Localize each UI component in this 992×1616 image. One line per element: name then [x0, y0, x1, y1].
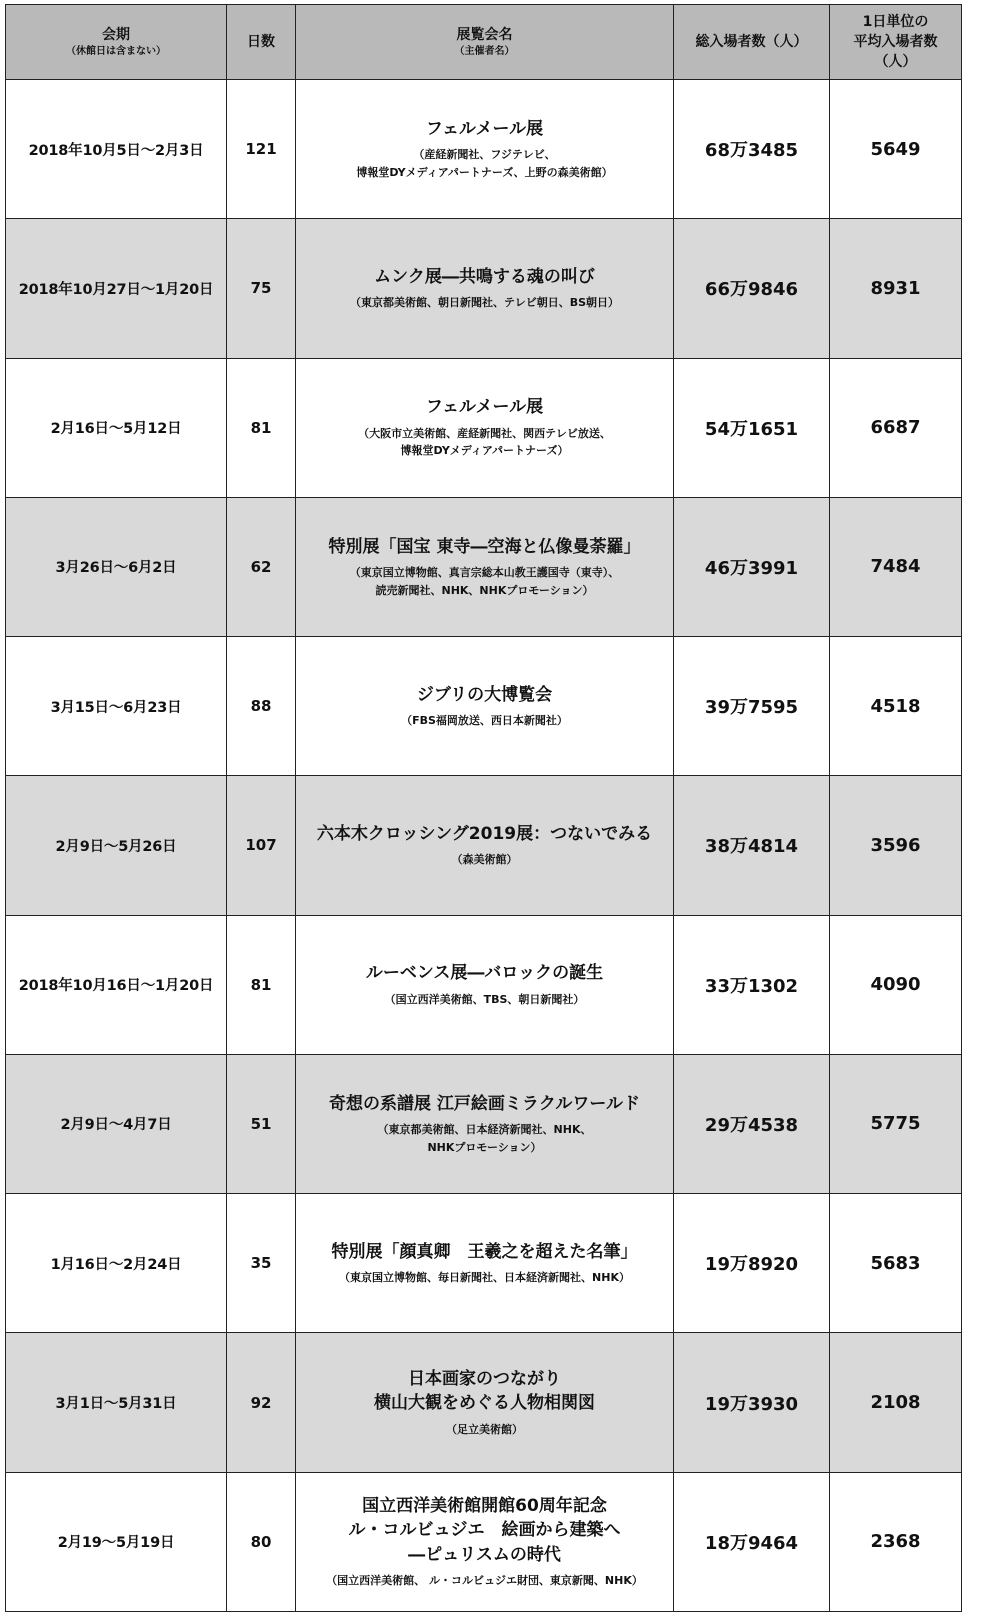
exhibition-name: 日本画家のつながり [408, 1368, 561, 1389]
table-row [6, 497, 962, 636]
header-avg-line3: （人） [874, 54, 917, 71]
exhibition-name: フェルメール展 [425, 397, 544, 418]
organizers [300, 425, 669, 460]
exhibition-name: ルーベンス展―バロックの誕生 [365, 963, 604, 984]
header-total [674, 5, 830, 80]
days-cell: 75 [227, 219, 296, 358]
organizer-line: （国立西洋美術館、 ル・コルビュジエ財団、東京新聞、NHK） [326, 1574, 643, 1588]
total-cell: 19万8920 [674, 1194, 830, 1333]
period-cell: 1月16日〜2月24日 [6, 1194, 227, 1333]
title-cell [296, 1333, 674, 1472]
days-cell: 81 [227, 358, 296, 497]
period-cell: 2018年10月27日〜1月20日 [6, 219, 227, 358]
attendance-table [5, 4, 962, 1612]
avg-cell: 7484 [830, 497, 962, 636]
total-cell: 38万4814 [674, 776, 830, 915]
avg-cell: 5683 [830, 1194, 962, 1333]
organizers [300, 1572, 669, 1590]
period-cell: 2018年10月5日〜2月3日 [6, 80, 227, 219]
exhibition-name: ル・コルビュジエ 絵画から建築へ [348, 1520, 621, 1541]
organizer-line: （東京都美術館、日本経済新聞社、NHK、 [377, 1123, 592, 1137]
organizer-line: 読売新聞社、NHK、NHKプロモーション） [375, 583, 594, 597]
avg-cell: 2368 [830, 1472, 962, 1611]
exhibition-name: ムンク展―共鳴する魂の叫び [374, 266, 595, 287]
avg-cell: 5775 [830, 1054, 962, 1193]
total-cell: 66万9846 [674, 219, 830, 358]
title-cell [296, 1472, 674, 1611]
table-row [6, 776, 962, 915]
exhibition-name: ジブリの大博覧会 [416, 684, 553, 705]
table-row [6, 915, 962, 1054]
total-cell: 29万4538 [674, 1054, 830, 1193]
avg-cell: 8931 [830, 219, 962, 358]
days-cell: 35 [227, 1194, 296, 1333]
organizers [300, 851, 669, 869]
organizers [300, 712, 669, 730]
header-period-label: 会期 [102, 26, 130, 43]
organizer-line: （国立西洋美術館、TBS、朝日新聞社） [384, 992, 585, 1006]
avg-cell: 5649 [830, 80, 962, 219]
period-cell: 3月15日〜6月23日 [6, 637, 227, 776]
period-cell: 2月19〜5月19日 [6, 1472, 227, 1611]
table-body [6, 80, 962, 1612]
header-row [6, 5, 962, 80]
table-row [6, 1333, 962, 1472]
days-cell: 107 [227, 776, 296, 915]
avg-cell: 3596 [830, 776, 962, 915]
avg-cell: 2108 [830, 1333, 962, 1472]
title-cell [296, 497, 674, 636]
exhibition-name: 奇想の系譜展 江戸絵画ミラクルワールド [328, 1093, 641, 1114]
title-cell [296, 358, 674, 497]
header-total-label: 総入場者数（人） [695, 33, 808, 50]
period-cell: 2月16日〜5月12日 [6, 358, 227, 497]
organizer-line: （大阪市立美術館、産経新聞社、関西テレビ放送、 [358, 426, 611, 440]
organizer-line: （FBS福岡放送、西日本新聞社） [401, 714, 568, 728]
organizers [300, 294, 669, 312]
header-title [296, 5, 674, 80]
header-title-note: （主催者名） [454, 45, 515, 57]
header-days [227, 5, 296, 80]
period-cell: 2月9日〜5月26日 [6, 776, 227, 915]
organizer-line: 博報堂DYメディアパートナーズ、上野の森美術館） [356, 165, 613, 179]
header-period-note: （休館日は含まない） [66, 45, 166, 57]
title-cell [296, 80, 674, 219]
total-cell: 68万3485 [674, 80, 830, 219]
days-cell: 80 [227, 1472, 296, 1611]
header-avg-line2: 平均入場者数 [853, 33, 938, 50]
header-avg-line1: 1日単位の [862, 13, 929, 30]
period-cell: 2018年10月16日〜1月20日 [6, 915, 227, 1054]
exhibition-name: ―ピュリスムの時代 [408, 1544, 561, 1565]
days-cell: 88 [227, 637, 296, 776]
title-cell [296, 219, 674, 358]
header-avg [830, 5, 962, 80]
days-cell: 81 [227, 915, 296, 1054]
table-row [6, 358, 962, 497]
days-cell: 92 [227, 1333, 296, 1472]
avg-cell: 6687 [830, 358, 962, 497]
organizer-line: NHKプロモーション） [427, 1140, 542, 1154]
days-cell: 51 [227, 1054, 296, 1193]
title-cell [296, 1194, 674, 1333]
title-cell [296, 915, 674, 1054]
organizer-line: （東京都美術館、朝日新聞社、テレビ朝日、BS朝日） [349, 296, 620, 310]
exhibition-name: 六本木クロッシング2019展：つないでみる [316, 823, 653, 844]
avg-cell: 4090 [830, 915, 962, 1054]
organizers [300, 564, 669, 599]
header-days-label: 日数 [247, 33, 275, 50]
organizers [300, 146, 669, 181]
organizer-line: （森美術館） [451, 853, 518, 867]
header-title-label: 展覧会名 [456, 26, 513, 43]
table-row [6, 219, 962, 358]
organizer-line: （足立美術館） [446, 1422, 523, 1436]
total-cell: 18万9464 [674, 1472, 830, 1611]
table-row [6, 1194, 962, 1333]
title-cell [296, 637, 674, 776]
days-cell: 121 [227, 80, 296, 219]
avg-cell: 4518 [830, 637, 962, 776]
table-row [6, 1054, 962, 1193]
organizers [300, 1421, 669, 1439]
total-cell: 54万1651 [674, 358, 830, 497]
total-cell: 19万3930 [674, 1333, 830, 1472]
exhibition-name: フェルメール展 [425, 118, 544, 139]
total-cell: 39万7595 [674, 637, 830, 776]
total-cell: 33万1302 [674, 915, 830, 1054]
exhibition-name: 国立西洋美術館開館60周年記念 [362, 1495, 607, 1516]
organizers [300, 1269, 669, 1287]
table-row [6, 1472, 962, 1611]
organizers [300, 991, 669, 1009]
table-row [6, 637, 962, 776]
period-cell: 3月26日〜6月2日 [6, 497, 227, 636]
total-cell: 46万3991 [674, 497, 830, 636]
period-cell: 3月1日〜5月31日 [6, 1333, 227, 1472]
table-row [6, 80, 962, 219]
title-cell [296, 776, 674, 915]
period-cell: 2月9日〜4月7日 [6, 1054, 227, 1193]
exhibition-name: 横山大観をめぐる人物相関図 [374, 1393, 595, 1414]
organizers [300, 1121, 669, 1156]
days-cell: 62 [227, 497, 296, 636]
exhibition-name: 特別展「国宝 東寺―空海と仏像曼荼羅」 [328, 536, 641, 557]
header-period [6, 5, 227, 80]
organizer-line: （産経新聞社、フジテレビ、 [413, 148, 556, 162]
organizer-line: （東京国立博物館、毎日新聞社、日本経済新聞社、NHK） [339, 1271, 630, 1285]
organizer-line: 博報堂DYメディアパートナーズ） [400, 444, 569, 458]
organizer-line: （東京国立博物館、真言宗総本山教王護国寺（東寺）、 [349, 566, 620, 580]
title-cell [296, 1054, 674, 1193]
exhibition-name: 特別展「顔真卿 王羲之を超えた名筆」 [331, 1241, 638, 1262]
